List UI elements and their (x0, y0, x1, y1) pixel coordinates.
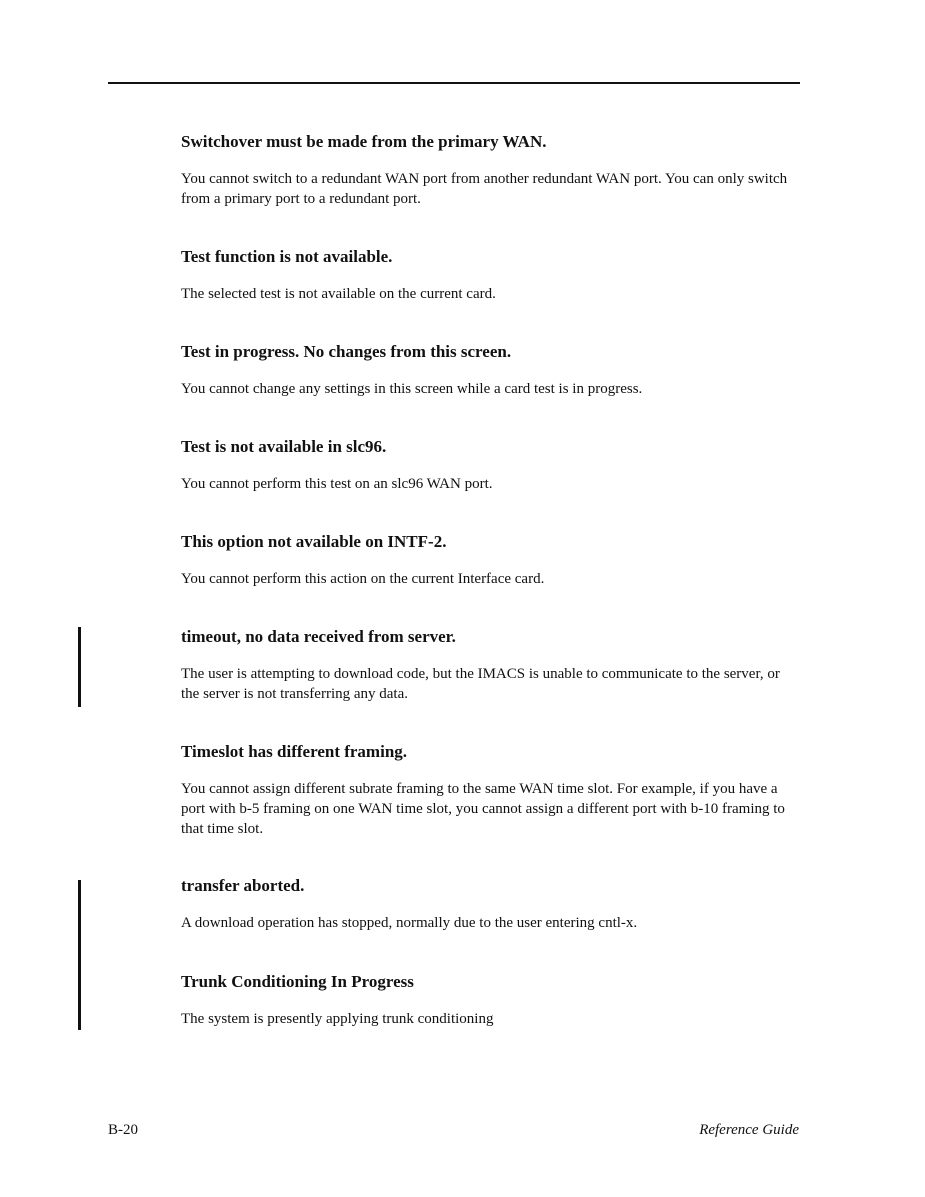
message-description: You cannot switch to a redundant WAN port from another redundant WAN port. You can only switch from a primary port to a redundant port. (181, 171, 788, 207)
message-entry (181, 437, 801, 494)
message-heading: Timeslot has different framing. (181, 742, 408, 761)
message-description: The system is presently applying trunk conditioning (181, 1011, 494, 1027)
message-entry (181, 532, 801, 589)
change-bar (78, 880, 81, 1030)
message-heading: This option not available on INTF-2. (181, 532, 447, 551)
message-entry (181, 876, 801, 933)
header-rule (108, 82, 800, 84)
page-number: B-20 (108, 1122, 138, 1138)
message-heading: Test function is not available. (181, 247, 393, 266)
change-bar (78, 627, 81, 707)
message-entry (181, 742, 801, 839)
message-description: You cannot perform this action on the current Interface card. (181, 571, 545, 587)
message-heading: Switchover must be made from the primary WAN. (181, 132, 547, 151)
message-description: You cannot perform this test on an slc96 WAN port. (181, 476, 493, 492)
message-description: A download operation has stopped, normally due to the user entering cntl-x. (181, 915, 638, 931)
message-description: You cannot change any settings in this screen while a card test is in progress. (181, 381, 643, 397)
message-entry (181, 342, 801, 399)
message-entry (181, 627, 801, 704)
message-heading: Test is not available in slc96. (181, 437, 387, 456)
message-heading: timeout, no data received from server. (181, 627, 456, 646)
message-entry (181, 247, 801, 304)
message-entry (181, 972, 801, 1029)
document-title: Reference Guide (699, 1122, 799, 1138)
message-heading: transfer aborted. (181, 876, 305, 895)
message-description: You cannot assign different subrate framing to the same WAN time slot. For example, if you have a port with b-5 framing on one WAN time slot, you cannot assign a different port with b-10 framing to that time slot. (181, 781, 785, 837)
message-description: The user is attempting to download code, but the IMACS is unable to communicate to the server, or the server is not transferring any data. (181, 666, 780, 702)
message-heading: Test in progress. No changes from this screen. (181, 342, 512, 361)
message-entry (181, 132, 801, 209)
message-description: The selected test is not available on the current card. (181, 286, 496, 302)
message-heading: Trunk Conditioning In Progress (181, 972, 414, 991)
